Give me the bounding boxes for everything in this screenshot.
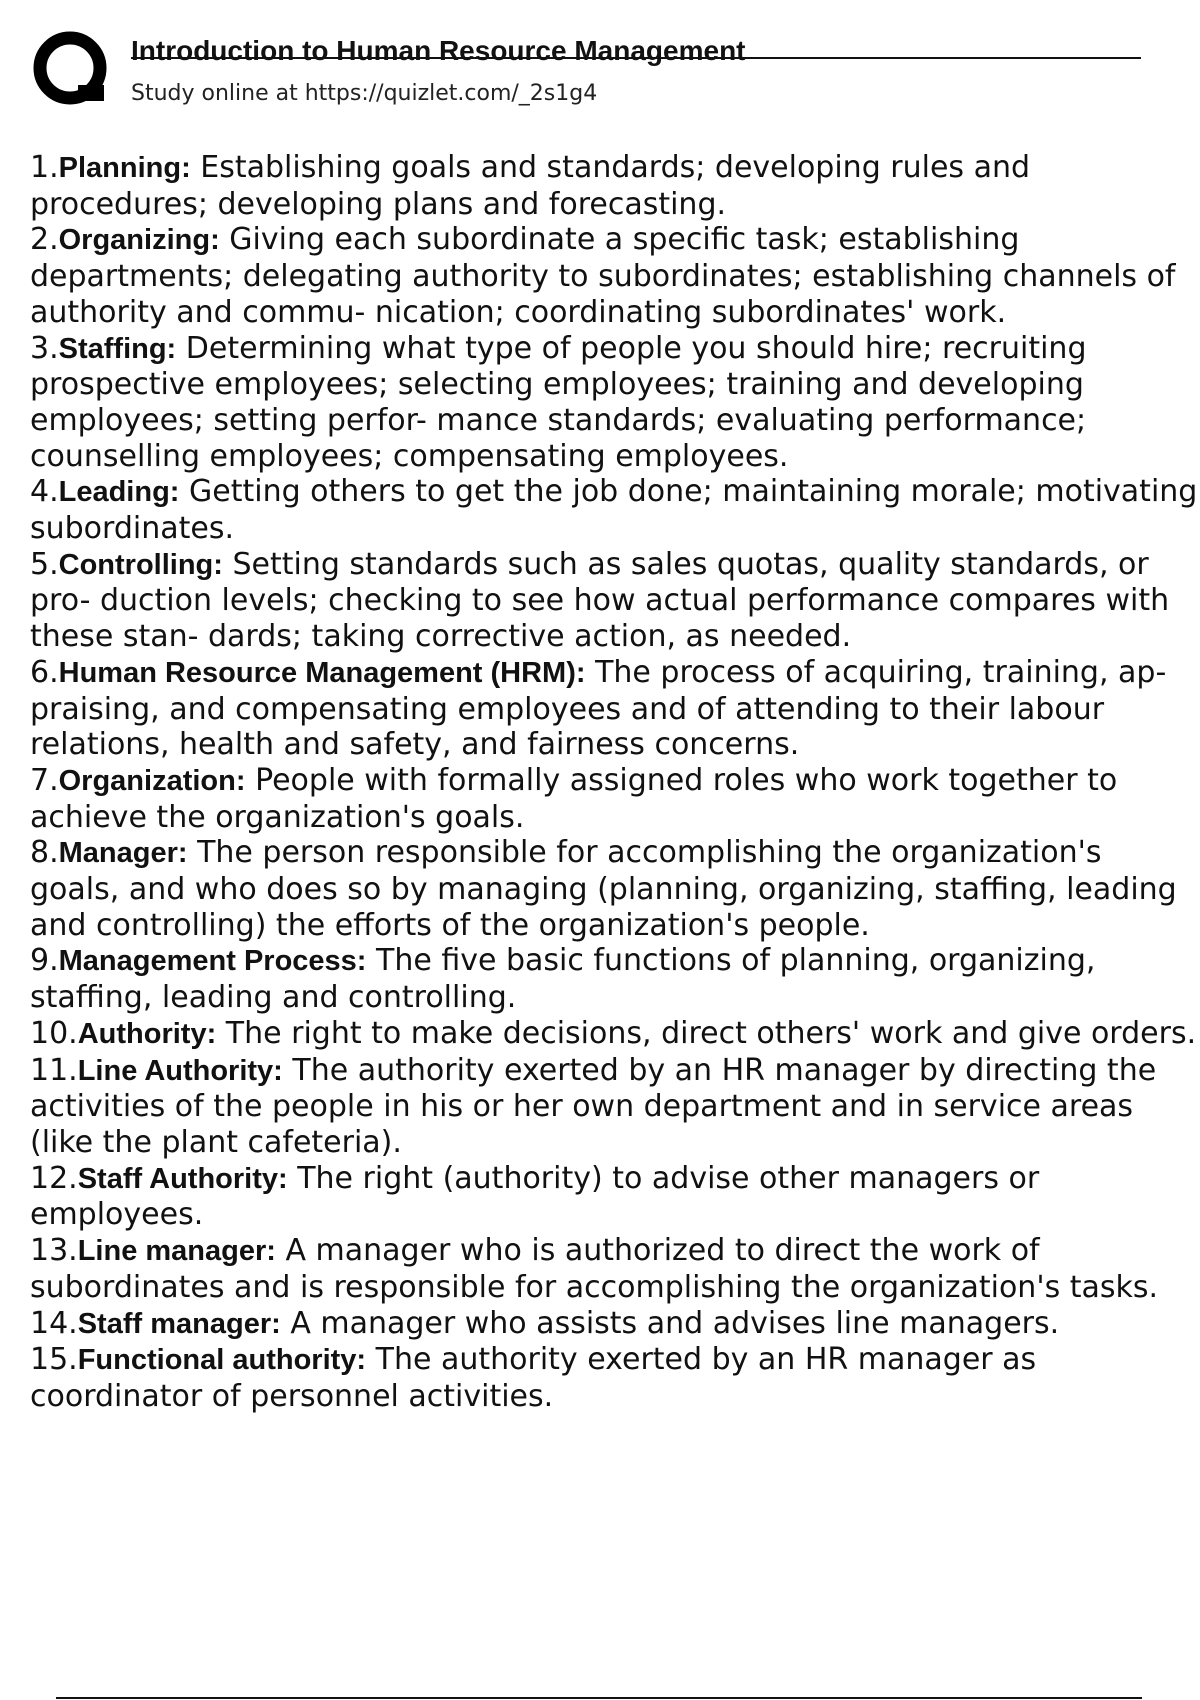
term-definition: A manager who assists and advises line managers.	[290, 1305, 1060, 1341]
term-definition: The right to make decisions, direct others' work and give orders.	[225, 1015, 1197, 1051]
term-item	[30, 150, 1200, 222]
term-definition: Determining what type of people you should hire; recruiting prospective employees; selecting employees; training and developing employees; setting perfor- mance standards; evaluating performance; counselling employees; compensating employees.	[30, 330, 1087, 474]
term-definition: The process of acquiring, training, ap- praising, and compensating employees and of attending to their labour relations, health and safety, and fairness concerns.	[30, 654, 1167, 763]
term-definition: The authority exerted by an HR manager as coordinator of personnel activities.	[30, 1342, 1037, 1414]
term-number: 10.	[30, 1015, 78, 1051]
term-number: 13.	[30, 1233, 78, 1269]
document-title: Introduction to Human Resource Management	[131, 35, 746, 66]
term-item	[30, 547, 1200, 655]
term-definition: The person responsible for accomplishing the organization's goals, and who does so by managing (planning, organizing, staffing, leading and controlling) the efforts of the organization's people.	[30, 835, 1177, 943]
term-number: 3.	[30, 330, 59, 366]
term-number: 4.	[30, 474, 59, 510]
term-name: Management Process:	[58, 945, 367, 978]
term-number: 12.	[30, 1160, 78, 1196]
term-definition: Establishing goals and standards; developing rules and procedures; developing plans and forecasting.	[30, 150, 1031, 222]
term-name: Functional authority:	[77, 1344, 367, 1377]
term-item	[30, 763, 1200, 835]
page-header	[0, 0, 1200, 120]
term-item	[30, 1306, 1200, 1343]
term-number: 14.	[30, 1305, 78, 1341]
term-item	[30, 331, 1200, 475]
term-number: 15.	[30, 1342, 78, 1378]
term-number: 11.	[30, 1052, 78, 1088]
term-item	[30, 943, 1200, 1015]
term-definition: Setting standards such as sales quotas, quality standards, or pro- duction levels; checking to see how actual performance compares with these stan- dards; taking corrective action, as needed.	[30, 546, 1170, 655]
term-item	[30, 1233, 1200, 1305]
term-name: Staff manager:	[77, 1307, 281, 1340]
terms-list	[30, 150, 1200, 1415]
term-item	[30, 1342, 1200, 1414]
term-number: 9.	[30, 943, 59, 979]
term-name: Line Authority:	[77, 1054, 283, 1087]
term-name: Organizing:	[58, 224, 220, 257]
term-number: 2.	[30, 222, 59, 258]
term-definition: Getting others to get the job done; maintaining morale; motivating subordinates.	[30, 474, 1198, 547]
footer-divider	[56, 1697, 1142, 1699]
term-name: Organization:	[58, 764, 246, 797]
term-item	[30, 655, 1200, 763]
term-item	[30, 1161, 1200, 1233]
term-number: 8.	[30, 835, 59, 871]
term-name: Staff Authority:	[77, 1162, 288, 1195]
term-definition: People with formally assigned roles who work together to achieve the organization's goals.	[30, 762, 1118, 835]
term-definition: The right (authority) to advise other managers or employees.	[30, 1160, 1040, 1233]
term-definition: The five basic functions of planning, organizing, staffing, leading and controlling.	[30, 943, 1096, 1016]
term-definition: Giving each subordinate a specific task; establishing departments; delegating authority to subordinates; establishing channels of authority and commu- nication; coordinating subordinates' work.	[30, 222, 1176, 330]
title-underline	[131, 57, 1141, 59]
term-name: Controlling:	[58, 548, 223, 581]
term-number: 7.	[30, 762, 59, 798]
term-item	[30, 1016, 1200, 1053]
term-item	[30, 1053, 1200, 1161]
term-item	[30, 222, 1200, 330]
quizlet-logo-icon	[32, 30, 112, 110]
term-name: Line manager:	[77, 1235, 276, 1268]
term-number: 6.	[30, 654, 59, 690]
term-number: 1.	[30, 150, 59, 185]
term-name: Human Resource Management (HRM):	[58, 656, 586, 689]
study-online-link[interactable]: Study online at https://quizlet.com/_2s1g4	[131, 81, 598, 106]
term-name: Staffing:	[58, 332, 177, 365]
term-name: Leading:	[58, 476, 180, 509]
term-number: 5.	[30, 546, 59, 582]
term-name: Planning:	[58, 152, 191, 184]
term-name: Authority:	[77, 1017, 217, 1050]
term-definition: A manager who is authorized to direct the work of subordinates and is responsible for accomplishing the organization's tasks.	[30, 1233, 1159, 1305]
term-item	[30, 835, 1200, 943]
term-item	[30, 474, 1200, 546]
term-name: Manager:	[58, 837, 188, 870]
term-definition: The authority exerted by an HR manager by directing the activities of the people in his or her own department and in service areas (like the plant cafeteria).	[30, 1052, 1157, 1160]
